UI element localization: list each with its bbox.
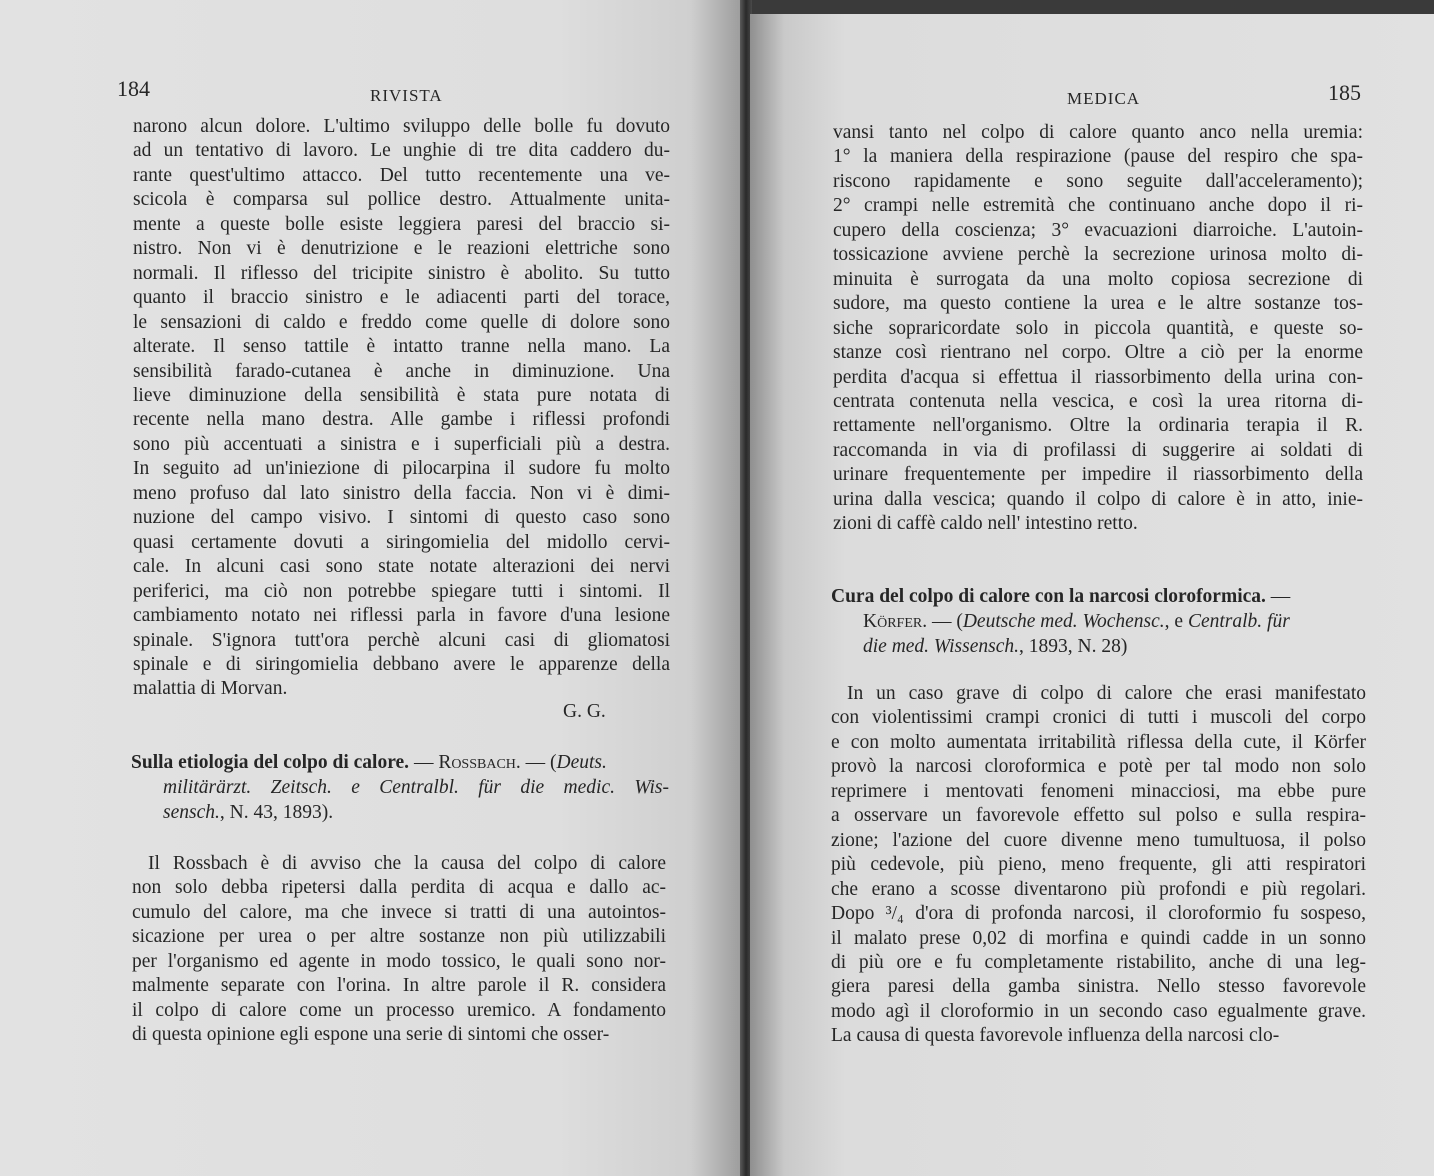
text-line: In un caso grave di colpo di calore che erasi manifestato	[847, 683, 1366, 704]
text-line: perdita d'acqua si effettua il riassorbimento della urina con-	[833, 366, 1363, 388]
article-source: sensch.	[163, 802, 220, 823]
running-head: MEDICA	[1067, 89, 1141, 108]
body-paragraph	[133, 115, 670, 702]
text-line: urina dalla vescica; quando il colpo di calore è in atto, inie-	[833, 488, 1363, 510]
text-line: spinale e di siringomielia debbano avere le apparenze della	[133, 653, 670, 675]
text-line: il malato prese 0,02 di morfina e quindi cadde in un sonno	[831, 927, 1366, 949]
text-line: 2° crampi nelle estremità che continuano anche dopo il ri-	[833, 195, 1363, 217]
text-line: cambiamento notato nei riflessi parla in favore d'una lesione	[133, 605, 670, 627]
page-number: 184	[117, 76, 150, 101]
text-line: nistro. Non vi è denutrizione e le reazioni elettriche sono	[133, 238, 670, 260]
text-line: recente nella mano destra. Alle gambe i riflessi profondi	[133, 409, 670, 431]
article-source: Deuts.	[556, 752, 607, 773]
separator: —	[409, 752, 439, 773]
separator: — (	[520, 752, 557, 773]
text-line: scicola è comparsa sul pollice destro. Attualmente unita-	[133, 189, 670, 211]
text-line: rettamente nell'organismo. Oltre la ordinaria terapia il R.	[833, 415, 1363, 437]
article-heading	[831, 584, 1365, 659]
text-line: stanze così rientrano nel corpo. Oltre a ciò per la enorme	[833, 342, 1363, 364]
text-line: malattia di Morvan.	[133, 678, 288, 700]
text-line: sensibilità farado-cutanea è anche in diminuzione. Una	[133, 360, 670, 382]
text-line: a osservare un favorevole effetto sul polso e sulla respira-	[831, 805, 1366, 827]
signature: G. G.	[563, 701, 606, 722]
article-title: Cura del colpo di calore con la narcosi cloroformica.	[831, 586, 1266, 607]
right-page	[750, 14, 1434, 1176]
text-line: alterate. Il senso tattile è intatto tranne nella mano. La	[133, 336, 670, 358]
body-paragraph	[831, 682, 1366, 1049]
text-line: zione; l'azione del cuore divenne meno tumultuosa, il polso	[831, 829, 1366, 851]
text-line: modo agì il cloroformio in un secondo caso egualmente grave.	[831, 1000, 1366, 1022]
text-line: sudore, ma questo contiene la urea e le altre sostanze tos-	[833, 293, 1363, 315]
text-line: Dopo ³/₄ d'ora di profonda narcosi, il cloroformio fu sospeso,	[831, 903, 1366, 925]
article-title: Sulla etiologia del colpo di calore.	[131, 752, 410, 773]
text-line: 1° la maniera della respirazione (pause del respiro che spa-	[833, 146, 1363, 168]
text-line: lieve diminuzione della sensibilità è stata pure notata di	[133, 384, 670, 406]
running-head: RIVISTA	[370, 86, 443, 105]
text-line: quanto il braccio sinistro e le adiacenti parti del torace,	[133, 287, 670, 309]
text-line: il colpo di calore come un processo uremico. A fondamento	[132, 999, 666, 1021]
text-line: sicazione per urea o per altre sostanze non più utilizzabili	[132, 926, 666, 948]
text-line: La causa di questa favorevole influenza della narcosi clo-	[831, 1025, 1280, 1047]
text-line: cupero della coscienza; 3° evacuazioni diarroiche. L'autoin-	[833, 219, 1363, 241]
text-line: In seguito ad un'iniezione di pilocarpina il sudore fu molto	[133, 458, 670, 480]
text-line: riscono rapidamente e sono seguite dall'acceleramento);	[833, 170, 1363, 192]
text-line: le sensazioni di caldo e freddo come quelle di dolore sono	[133, 311, 670, 333]
text-line: tossicazione avviene perchè la secrezione urinosa molto di-	[833, 244, 1363, 266]
body-paragraph	[833, 121, 1363, 537]
separator: —	[1265, 586, 1291, 607]
text-line: vansi tanto nel colpo di calore quanto anco nella uremia:	[833, 122, 1363, 143]
text-line: mente a queste bolle esiste leggiera paresi del braccio si-	[133, 213, 670, 235]
text-line: cumulo del calore, ma che invece si tratti di una autointos-	[132, 901, 666, 923]
text-line: normali. Il riflesso del tricipite sinistro è abolito. Su tutto	[133, 262, 670, 284]
text-line: meno profuso dal lato sinistro della faccia. Non vi è dimi-	[133, 482, 670, 504]
text-line: spinale. S'ignora tutt'ora perchè alcuni casi di gliomatosi	[133, 629, 670, 651]
article-source: Deutsche med. Wochensc.	[962, 611, 1165, 632]
article-source-mid: , e	[1164, 611, 1188, 632]
article-author: Körfer.	[863, 611, 928, 632]
text-line: più cedevole, più pieno, meno frequente, gli atti respiratori	[831, 854, 1366, 876]
article-source-tail: , N. 43, 1893).	[219, 802, 334, 823]
text-line: malmente separate con l'orina. In altre parole il R. considera	[132, 975, 666, 997]
text-line: zioni di caffè caldo nell' intestino retto.	[833, 513, 1138, 535]
text-line: centrata contenuta nella vescica, e così la urea ritorna di-	[833, 390, 1363, 412]
text-line: sono più accentuati a sinistra e i superficiali più a destra.	[133, 433, 670, 455]
text-line: narono alcun dolore. L'ultimo sviluppo delle bolle fu dovuto	[133, 116, 670, 137]
text-line: raccomanda in via di profilassi di suggerire ai soldati di	[833, 439, 1363, 461]
text-line: e con molto aumentata irritabilità riflessa della cute, il Körfer	[831, 731, 1366, 753]
text-line: Il Rossbach è di avviso che la causa del colpo di calore	[148, 853, 666, 874]
separator: — (	[927, 611, 963, 632]
text-line: non solo debba ripetersi dalla perdita di acqua e dallo ac-	[132, 877, 666, 899]
text-line: di più ore e fu completamente ristabilito, anche di una leg-	[831, 951, 1366, 973]
text-line: con violentissimi crampi cronici di tutti i muscoli del corpo	[831, 707, 1366, 729]
text-line: cale. In alcuni casi sono state notate alterazioni dei nervi	[133, 556, 670, 578]
text-line: che erano a scosse diventarono più profondi e più regolari.	[831, 878, 1366, 900]
article-source-tail: , 1893, N. 28)	[1018, 636, 1128, 657]
text-line: ad un tentativo di lavoro. Le unghie di tre dita caddero du-	[133, 140, 670, 162]
text-line: urinare frequentemente per impedire il riassorbimento della	[833, 464, 1363, 486]
text-line: rante quest'ultimo attacco. Del tutto recentemente una ve-	[133, 164, 670, 186]
text-line: per l'organismo ed agente in modo tossico, le quali sono nor-	[132, 950, 666, 972]
body-paragraph	[132, 852, 666, 1048]
article-source: militärärzt. Zeitsch. e Centralbl. für die medic. Wis-	[163, 777, 669, 798]
article-source: die med. Wissensch.	[863, 636, 1019, 657]
article-heading	[131, 750, 669, 825]
text-line: di questa opinione egli espone una serie di sintomi che osser-	[132, 1024, 610, 1046]
text-line: minuita è surrogata da una molto copiosa secrezione di	[833, 268, 1363, 290]
page-number: 185	[1328, 80, 1361, 105]
article-author: Rossbach.	[438, 752, 521, 773]
text-line: provò la narcosi cloroformica e potè per tal modo non solo	[831, 756, 1366, 778]
text-line: giera paresi della gamba sinistra. Nello stesso favorevole	[831, 976, 1366, 998]
text-line: nuzione del campo visivo. I sintomi di questo caso sono	[133, 507, 670, 529]
text-line: periferici, ma ciò non potrebbe spiegare tutti i sintomi. Il	[133, 580, 670, 602]
text-line: siche soprаricordate solo in piccola quantità, e queste so-	[833, 317, 1363, 339]
text-line: quasi certamente dovuti a siringomielia del midollo cervi-	[133, 531, 670, 553]
article-source: Centralb. für	[1187, 611, 1290, 632]
text-line: reprimere i mentovati fenomeni minacciosi, ma ebbe pure	[831, 780, 1366, 802]
